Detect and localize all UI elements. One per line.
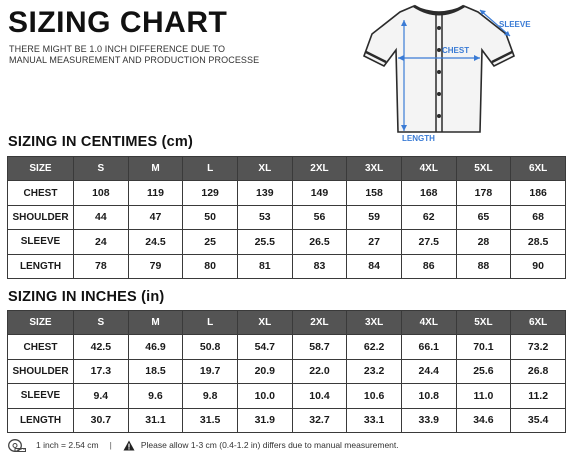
table-row: [8, 254, 566, 278]
row-label: LENGTH: [8, 254, 74, 278]
table-cell: 31.5: [183, 408, 238, 432]
table-cell: 17.3: [74, 359, 129, 383]
size-header-5xl: 5XL: [456, 311, 511, 335]
table-cell: 25.5: [237, 230, 292, 254]
table-cell: 35.4: [511, 408, 566, 432]
table-cell: 33.1: [347, 408, 402, 432]
table-cell: 24.5: [128, 230, 183, 254]
table-cell: 168: [401, 181, 456, 205]
table-cell: 44: [74, 205, 129, 229]
size-column-header: SIZE: [8, 311, 74, 335]
table-cell: 65: [456, 205, 511, 229]
size-header-4xl: 4XL: [401, 311, 456, 335]
size-header-6xl: 6XL: [511, 157, 566, 181]
size-header-4xl: 4XL: [401, 157, 456, 181]
size-column-header: SIZE: [8, 157, 74, 181]
table-cell: 58.7: [292, 335, 347, 359]
table-cell: 25: [183, 230, 238, 254]
size-header-l: L: [183, 311, 238, 335]
table-cell: 56: [292, 205, 347, 229]
table-cell: 25.6: [456, 359, 511, 383]
table-cell: 88: [456, 254, 511, 278]
footer-separator: |: [109, 440, 112, 450]
table-cell: 50: [183, 205, 238, 229]
table-cell: 11.2: [511, 384, 566, 408]
table-cell: 70.1: [456, 335, 511, 359]
size-header-3xl: 3XL: [347, 311, 402, 335]
table-cell: 62: [401, 205, 456, 229]
warning-triangle-icon: [123, 440, 135, 451]
table-cell: 31.9: [237, 408, 292, 432]
table-cell: 68: [511, 205, 566, 229]
sizing-table-cm: [7, 156, 566, 279]
row-label: CHEST: [8, 181, 74, 205]
size-header-2xl: 2XL: [292, 311, 347, 335]
row-label: CHEST: [8, 335, 74, 359]
measuring-tape-icon: [8, 439, 26, 452]
size-header-s: S: [74, 157, 129, 181]
table-cell: 9.6: [128, 384, 183, 408]
table-cell: 84: [347, 254, 402, 278]
table-cell: 78: [74, 254, 129, 278]
size-header-xl: XL: [237, 311, 292, 335]
table-cell: 59: [347, 205, 402, 229]
table-cell: 186: [511, 181, 566, 205]
table-cell: 54.7: [237, 335, 292, 359]
table-row: [8, 205, 566, 229]
subtitle-line: MANUAL MEASUREMENT AND PRODUCTION PROCESSE: [9, 55, 260, 65]
size-header-3xl: 3XL: [347, 157, 402, 181]
table-cell: 86: [401, 254, 456, 278]
table-cell: 24.4: [401, 359, 456, 383]
table-cell: 10.0: [237, 384, 292, 408]
section-title-inch: SIZING IN INCHES (in): [8, 289, 165, 305]
table-cell: 24: [74, 230, 129, 254]
size-header-m: M: [128, 157, 183, 181]
table-header-row: [8, 311, 566, 335]
table-row: [8, 335, 566, 359]
length-label: LENGTH: [402, 134, 435, 142]
table-cell: 18.5: [128, 359, 183, 383]
table-cell: 53: [237, 205, 292, 229]
table-cell: 47: [128, 205, 183, 229]
conversion-text: 1 inch = 2.54 cm: [36, 440, 99, 450]
table-cell: 139: [237, 181, 292, 205]
sleeve-label: SLEEVE: [499, 20, 531, 29]
table-cell: 19.7: [183, 359, 238, 383]
table-cell: 119: [128, 181, 183, 205]
page-subtitle: [9, 44, 259, 66]
size-header-l: L: [183, 157, 238, 181]
table-cell: 20.9: [237, 359, 292, 383]
table-cell: 42.5: [74, 335, 129, 359]
table-cell: 33.9: [401, 408, 456, 432]
footer-note: [8, 437, 399, 453]
table-cell: 10.6: [347, 384, 402, 408]
table-cell: 79: [128, 254, 183, 278]
table-cell: 10.8: [401, 384, 456, 408]
table-cell: 28.5: [511, 230, 566, 254]
chest-label: CHEST: [442, 46, 470, 55]
table-cell: 26.5: [292, 230, 347, 254]
table-cell: 108: [74, 181, 129, 205]
row-label: SHOULDER: [8, 359, 74, 383]
size-header-xl: XL: [237, 157, 292, 181]
table-cell: 23.2: [347, 359, 402, 383]
table-cell: 81: [237, 254, 292, 278]
subtitle-line: THERE MIGHT BE 1.0 INCH DIFFERENCE DUE TO: [9, 44, 226, 54]
sizing-table-inch: [7, 310, 566, 433]
measurement-note: Please allow 1-3 cm (0.4-1.2 in) differs due to manual measurement.: [140, 440, 399, 450]
row-label: SLEEVE: [8, 230, 74, 254]
size-header-s: S: [74, 311, 129, 335]
table-cell: 50.8: [183, 335, 238, 359]
table-cell: 66.1: [401, 335, 456, 359]
table-cell: 31.1: [128, 408, 183, 432]
size-header-m: M: [128, 311, 183, 335]
table-cell: 178: [456, 181, 511, 205]
table-body: [8, 181, 566, 279]
table-cell: 26.8: [511, 359, 566, 383]
size-header-2xl: 2XL: [292, 157, 347, 181]
table-cell: 73.2: [511, 335, 566, 359]
table-cell: 129: [183, 181, 238, 205]
table-cell: 32.7: [292, 408, 347, 432]
table-cell: 9.8: [183, 384, 238, 408]
table-row: [8, 384, 566, 408]
jersey-outline: [364, 6, 514, 132]
table-cell: 83: [292, 254, 347, 278]
jersey-diagram: [362, 0, 544, 142]
row-label: SLEEVE: [8, 384, 74, 408]
table-cell: 34.6: [456, 408, 511, 432]
row-label: SHOULDER: [8, 205, 74, 229]
table-cell: 80: [183, 254, 238, 278]
table-row: [8, 230, 566, 254]
table-cell: 27.5: [401, 230, 456, 254]
row-label: LENGTH: [8, 408, 74, 432]
table-cell: 46.9: [128, 335, 183, 359]
table-cell: 30.7: [74, 408, 129, 432]
table-cell: 22.0: [292, 359, 347, 383]
table-cell: 11.0: [456, 384, 511, 408]
table-row: [8, 408, 566, 432]
size-header-6xl: 6XL: [511, 311, 566, 335]
table-cell: 27: [347, 230, 402, 254]
table-cell: 158: [347, 181, 402, 205]
section-title-cm: SIZING IN CENTIMES (cm): [8, 134, 194, 150]
table-cell: 62.2: [347, 335, 402, 359]
table-header-row: [8, 157, 566, 181]
size-header-5xl: 5XL: [456, 157, 511, 181]
table-cell: 9.4: [74, 384, 129, 408]
table-row: [8, 181, 566, 205]
page-title: SIZING CHART: [8, 6, 228, 39]
table-row: [8, 359, 566, 383]
table-cell: 28: [456, 230, 511, 254]
table-body: [8, 335, 566, 433]
table-cell: 10.4: [292, 384, 347, 408]
table-cell: 90: [511, 254, 566, 278]
table-cell: 149: [292, 181, 347, 205]
